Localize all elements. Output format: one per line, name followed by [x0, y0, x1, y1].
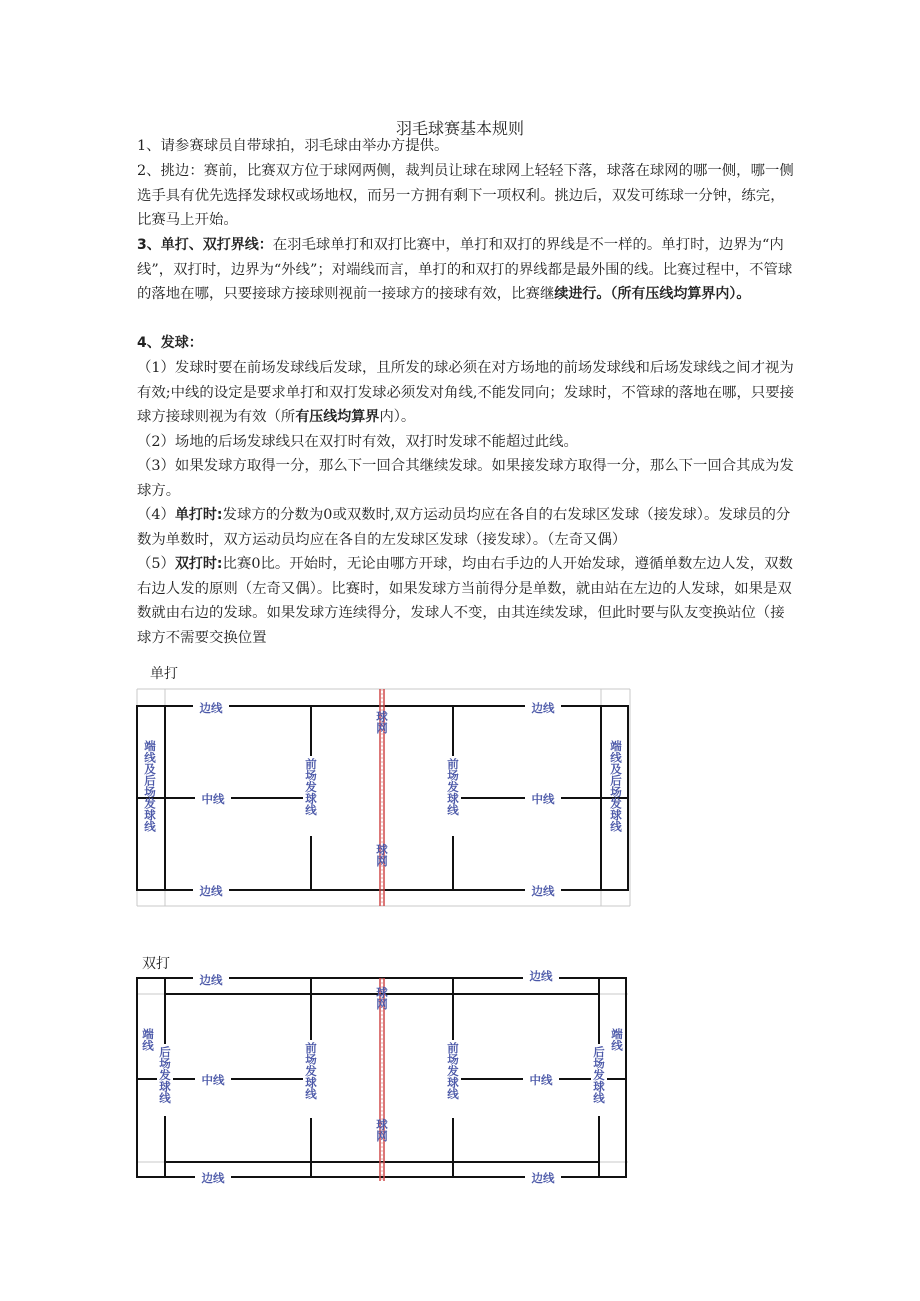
singles-side-top-right: 边线	[531, 701, 555, 715]
singles-end-left: 端线及后场发球线	[143, 740, 157, 832]
rule-4-5-heading: 双打时:	[174, 556, 223, 572]
rule-3-heading: 3、单打、双打界线：	[137, 237, 273, 253]
rule-4-4-num: （4）	[137, 507, 175, 523]
rule-4-4-heading: 单打时:	[174, 507, 223, 523]
singles-net-bottom: 球网	[375, 843, 389, 867]
rule-4-4-text: 发球方的分数为0或双数时,双方运动员均应在各自的右发球区发球（接发球）。发球员的分数为单数时，双方运动员均应在各自的左发球区发球（接发球）。（左奇又偶）	[137, 507, 791, 548]
rule-4-3: （3）如果发球方取得一分，那么下一回合其继续发球。如果接发球方取得一分，那么下一回合其成为发球方。	[137, 458, 794, 499]
doubles-label: 双打	[142, 956, 170, 972]
doubles-front-left: 前场发球线	[304, 1042, 318, 1100]
doubles-side-top-right: 边线	[529, 969, 553, 983]
doubles-side-bottom-right: 边线	[531, 1171, 555, 1185]
doubles-net-top: 球网	[375, 986, 389, 1010]
doubles-text-labels	[141, 969, 624, 1185]
doubles-center-right: 中线	[529, 1073, 553, 1087]
doubles-end-left: 端线	[141, 1028, 155, 1051]
doubles-center-left: 中线	[201, 1073, 225, 1087]
singles-side-bottom-left: 边线	[199, 884, 223, 898]
singles-end-right: 端线及后场发球线	[609, 740, 623, 832]
singles-side-bottom-right: 边线	[531, 884, 555, 898]
doubles-side-top-left: 边线	[199, 973, 223, 987]
doubles-side-bottom-left: 边线	[201, 1171, 225, 1185]
rule-4-1-end: 内）。	[379, 409, 416, 425]
doubles-back-right: 后场发球线	[592, 1046, 606, 1104]
rule-3-bold: 续进行。（所有压线均算界内）。	[554, 286, 751, 302]
singles-side-top-left: 边线	[199, 701, 223, 715]
singles-net-top: 球网	[375, 710, 389, 734]
page-title: 羽毛球赛基本规则	[395, 119, 524, 138]
rule-4-5-num: （5）	[137, 556, 175, 572]
rule-1: 1、请参赛球员自带球拍，羽毛球由举办方提供。	[137, 138, 449, 154]
rule-4-2: （2）场地的后场发球线只在双打时有效，双打时发球不能超过此线。	[137, 434, 578, 450]
rule-4-5-text: 比赛0比。开始时，无论由哪方开球，均由右手边的人开始发球，遵循单数左边人发，双数右边人发的原则（左奇又偶）。比赛时，如果发球方当前得分是单数，就由站在左边的人发球，如果是双数就由右边的发球。如果发球方连续得分，发球人不变，由其连续发球，但此时要与队友变换站位（接球方不需要交换位置	[137, 556, 793, 646]
singles-front-right: 前场发球线	[446, 758, 460, 816]
doubles-net-bottom: 球网	[375, 1118, 389, 1142]
singles-center-left: 中线	[201, 792, 225, 806]
doubles-back-left: 后场发球线	[158, 1046, 172, 1104]
rule-3-body: 在羽毛球单打和双打比赛中，单打和双打的界线是不一样的。单打时，边界为“内线”，双打时，边界为“外线”；对端线而言，单打的和双打的界线都是最外围的线。比赛过程中，不管球的落地在哪，只要接球方接球则视前一接球方的接球有效，比赛继	[137, 237, 793, 302]
singles-center-right: 中线	[531, 792, 555, 806]
rule-4-heading: 4、发球：	[137, 335, 203, 351]
rule-2: 2、挑边：赛前，比赛双方位于球网两侧，裁判员让球在球网上轻轻下落，球落在球网的哪一侧，哪一侧选手具有优先选择发球权或场地权，而另一方拥有剩下一项权利。挑边后，双发可练球一分钟，练完，比赛马上开始。	[137, 163, 794, 228]
rule-4-1-bold: 有压线均算界	[295, 409, 380, 425]
singles-front-left: 前场发球线	[304, 758, 318, 816]
singles-label: 单打	[150, 666, 178, 682]
doubles-front-right: 前场发球线	[446, 1042, 460, 1100]
doubles-end-right: 端线	[610, 1028, 624, 1051]
rule-4-1-text: （1）发球时要在前场发球线后发球，且所发的球必须在对方场地的前场发球线和后场发球线之间才视为有效;中线的设定是要求单打和双打发球必须发对角线,不能发同向；发球时，不管球的落地在哪，只要接球方接球则视为有效（所	[137, 360, 795, 425]
